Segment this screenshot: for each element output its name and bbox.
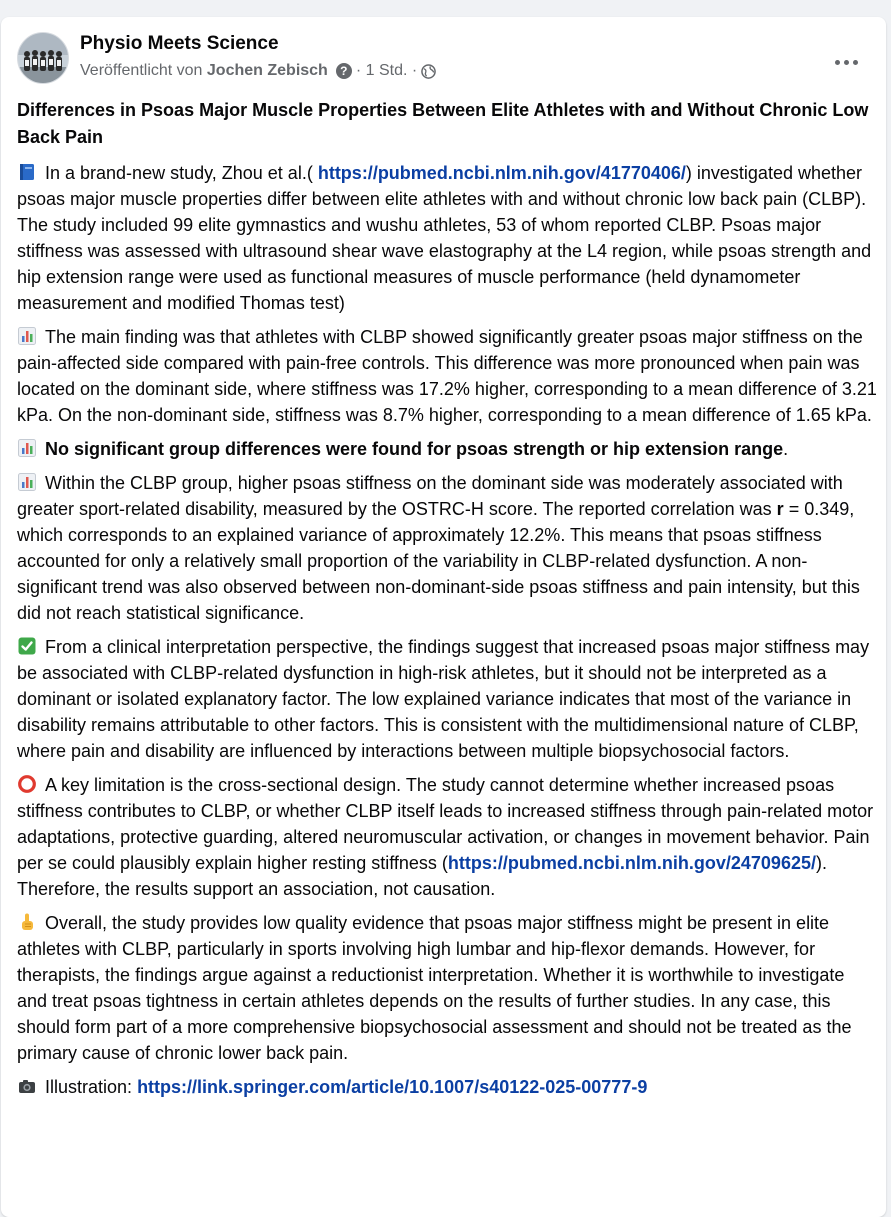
author-name[interactable]: Jochen Zebisch bbox=[206, 62, 328, 79]
post-card bbox=[1, 17, 886, 1217]
pointing-up-icon bbox=[17, 912, 37, 932]
check-mark-icon bbox=[17, 636, 37, 656]
springer-link[interactable]: https://link.springer.com/article/10.1007/s40122-025-00777-9 bbox=[137, 1077, 648, 1097]
blue-book-icon bbox=[17, 162, 37, 182]
paragraph-main-finding: The main finding was that athletes with CLBP showed significantly greater psoas major stiffness on the pain-affected side compared with pain-free controls. This difference was more pronounced when pain was located on the dominant side, where stiffness was 17.2% higher, corresponding to a mean difference of 3.21 kPa. On the non-dominant side, stiffness was 8.7% higher, corresponding to a mean difference of 1.65 kPa. bbox=[17, 327, 877, 425]
bar-chart-icon bbox=[17, 326, 37, 346]
page-avatar[interactable] bbox=[17, 32, 69, 84]
paragraph-clinical: From a clinical interpretation perspective, the findings suggest that increased psoas major stiffness may be associated with CLBP-related dysfunction in high-risk athletes, but it should not be interpreted as a dominant or isolated explanatory factor. The low explained variance indicates that most of the variance in disability remains attributable to other factors. This is consistent with the multidimensional nature of CLBP, where pain and disability are influenced by interactions between multiple biopsychosocial factors. bbox=[17, 637, 870, 761]
paragraph-overall: Overall, the study provides low quality evidence that psoas major stiffness might be present in elite athletes with CLBP, particularly in sports involving high lumbar and hip-flexor demands. However, for therapists, the findings argue against a reductionist interpretation. Whether it is worthwhile to investigate and treat psoas tightness in certain athletes depends on the results of further studies. In any case, this should form part of a more comprehensive biopsychosocial assessment and should not be treated as the primary cause of chronic lower back pain. bbox=[17, 913, 852, 1063]
bar-chart-icon bbox=[17, 472, 37, 492]
paragraph-illustration: Illustration: https://link.springer.com/article/10.1007/s40122-025-00777-9 bbox=[17, 1074, 877, 1100]
pubmed-link-stiffness[interactable]: https://pubmed.ncbi.nlm.nih.gov/24709625/ bbox=[447, 853, 816, 873]
pubmed-link-study[interactable]: https://pubmed.ncbi.nlm.nih.gov/41770406/ bbox=[317, 163, 686, 183]
post-body bbox=[17, 97, 877, 1108]
help-icon[interactable]: ? bbox=[336, 63, 352, 79]
more-options-button[interactable] bbox=[828, 44, 864, 80]
globe-icon[interactable] bbox=[421, 64, 436, 79]
meta-prefix: Veröffentlicht von bbox=[80, 62, 203, 79]
post-title: Differences in Psoas Major Muscle Properties Between Elite Athletes with and Without Chronic Low Back Pain bbox=[17, 100, 869, 147]
post-header bbox=[17, 32, 872, 86]
red-circle-icon bbox=[17, 774, 37, 794]
meta-separator: · bbox=[355, 62, 362, 79]
bar-chart-icon bbox=[17, 438, 37, 458]
meta-separator: · bbox=[411, 62, 418, 79]
post-meta bbox=[80, 62, 436, 80]
paragraph-limitation: A key limitation is the cross-sectional design. The study cannot determine whether increased psoas stiffness contributes to CLBP, or whether CLBP itself leads to increased stiffness through pain-related motor adaptations, protective guarding, altered neuromuscular activation, or changes in movement behavior. Pain per se could plausibly explain higher resting stiffness (https://pubmed.ncbi.nlm.nih.gov/24709625/). Therefore, the results support an association, not causation. bbox=[17, 775, 874, 899]
page-name[interactable]: Physio Meets Science bbox=[80, 33, 279, 54]
paragraph-no-difference: No significant group differences were found for psoas strength or hip extension range. bbox=[17, 436, 877, 462]
camera-icon bbox=[17, 1076, 37, 1096]
post-time[interactable]: 1 Std. bbox=[365, 62, 408, 79]
paragraph-correlation: Within the CLBP group, higher psoas stiffness on the dominant side was moderately associated with greater sport-related disability, measured by the OSTRC-H score. The reported correlation was r = 0.349, which corresponds to an explained variance of approximately 12.2%. This means that psoas stiffness accounted for only a relatively small proportion of the variability in CLBP-related dysfunction. A non-significant trend was also observed between non-dominant-side psoas stiffness and pain intensity, but this did not reach statistical significance. bbox=[17, 473, 860, 623]
more-dots-icon bbox=[835, 60, 840, 65]
paragraph-intro: In a brand-new study, Zhou et al.( https://pubmed.ncbi.nlm.nih.gov/41770406/) investigated whether psoas major muscle properties differ between elite athletes with and without chronic low back pain (CLBP). The study included 99 elite gymnastics and wushu athletes, 53 of whom reported CLBP. Psoas major stiffness was assessed with ultrasound shear wave elastography at the L4 region, while psoas strength and hip extension range were used as functional measures of muscle performance (held dynamometer measurement and modified Thomas test) bbox=[17, 163, 872, 313]
